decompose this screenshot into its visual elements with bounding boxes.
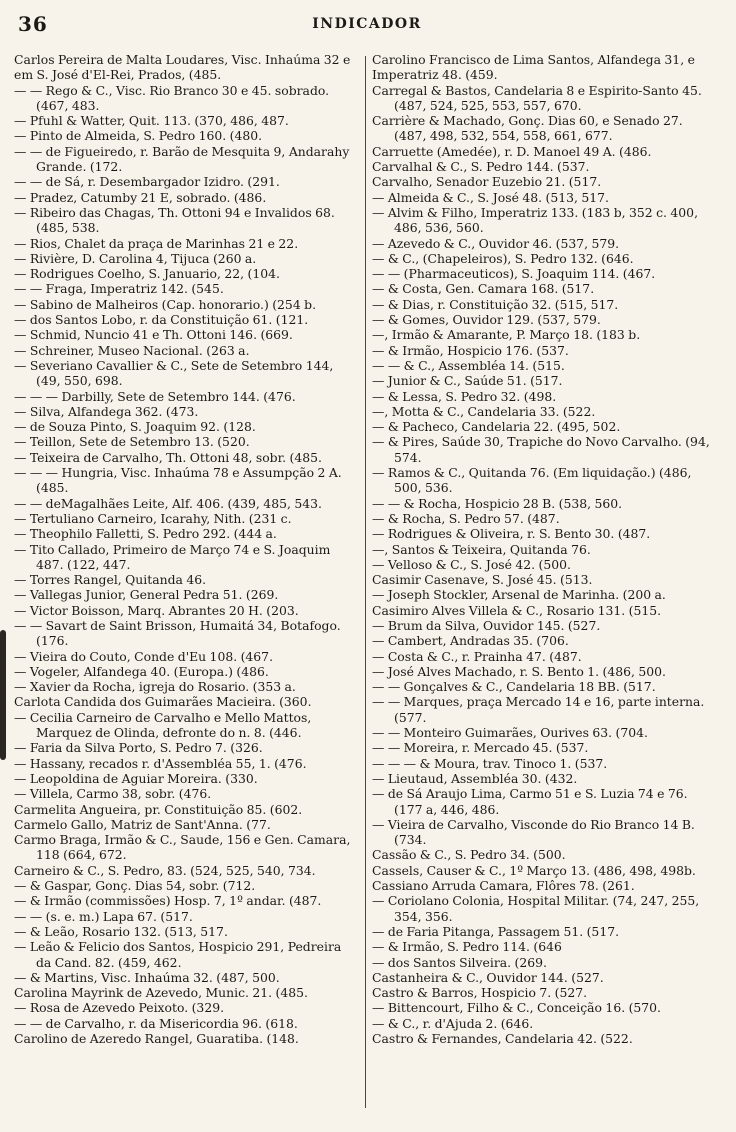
directory-entry: — de Faria Pitanga, Passagem 51. (517. (372, 923, 620, 939)
directory-entry: — & Lessa, S. Pedro 32. (498. (372, 388, 557, 404)
directory-entry: Castro & Barros, Hospicio 7. (527. (372, 985, 588, 1001)
directory-entry: — — — Hungria, Visc. Inhaúma 78 e Assumpção 2 A. (485. (14, 465, 342, 496)
directory-entry: — & Irmão, Hospicio 176. (537. (372, 342, 569, 358)
directory-entry: — dos Santos Lobo, r. da Constituição 61. (121. (14, 312, 309, 328)
directory-entry: — Tito Callado, Primeiro de Março 74 e S. Joaquim 487. (122, 447. (14, 541, 331, 572)
directory-entry: — Victor Boisson, Marq. Abrantes 20 H. (203. (14, 602, 299, 618)
directory-entry: — — de Sá, r. Desembargador Izidro. (291. (14, 174, 280, 190)
directory-entry: — & Costa, Gen. Camara 168. (517. (372, 281, 595, 297)
directory-entry: — — Savart de Saint Brisson, Humaitá 34, Botafogo. (176. (14, 617, 341, 649)
directory-entry: — — & C., Assembléa 14. (515. (372, 357, 565, 373)
directory-entry: — & Leão, Rosario 132. (513, 517. (14, 923, 228, 939)
directory-entry: — Leão & Felicio dos Santos, Hospicio 291, Pedreira da Cand. 82. (459, 462. (14, 939, 342, 970)
directory-entry: Carvalhal & C., S. Pedro 144. (537. (372, 159, 590, 175)
directory-entry: — & Dias, r. Constituição 32. (515, 517. (372, 296, 619, 312)
directory-entry: — Vieira de Carvalho, Visconde do Rio Branco 14 B. (734. (372, 816, 695, 848)
column-divider (365, 56, 366, 1108)
left-column (14, 52, 360, 1112)
directory-entry: — Schmid, Nuncio 41 e Th. Ottoni 146. (669. (14, 327, 293, 343)
right-column (372, 52, 716, 1112)
directory-entry: — Teillon, Sete de Setembro 13. (520. (14, 434, 250, 450)
directory-entry: — Junior & C., Saúde 51. (517. (372, 373, 563, 389)
directory-entry: — — Moreira, r. Mercado 45. (537. (372, 740, 589, 756)
directory-entry: — Alvim & Filho, Imperatriz 133. (183 b, 352 c. 400, 486, 536, 560. (372, 204, 699, 236)
directory-entry: — — Rego & C., Visc. Rio Branco 30 e 45. sobrado. (467, 483. (14, 82, 330, 113)
directory-entry: — — de Carvalho, r. da Misericordia 96. (618. (14, 1015, 298, 1031)
directory-entry: Carolino de Azeredo Rangel, Guaratiba. (148. (14, 1031, 299, 1046)
directory-entry: — Coriolano Colonia, Hospital Militar. (74, 247, 255, 354, 356. (372, 893, 700, 924)
directory-entry: — Cambert, Andradas 35. (706. (372, 633, 569, 649)
directory-entry: Carvalho, Senador Euzebio 21. (517. (372, 174, 602, 190)
directory-entry: — & Martins, Visc. Inhaúma 32. (487, 500. (14, 969, 280, 985)
directory-entry: — Lieutaud, Assembléa 30. (432. (372, 770, 578, 786)
directory-entry: — Faria da Silva Porto, S. Pedro 7. (326. (14, 740, 263, 756)
directory-entry: — Pinto de Almeida, S. Pedro 160. (480. (14, 128, 263, 144)
directory-entry: — Pradez, Catumby 21 E, sobrado. (486. (14, 189, 267, 205)
directory-entry: — de Sá Araujo Lima, Carmo 51 e S. Luzia 74 e 76. (177 a, 446, 486. (372, 786, 688, 817)
directory-entry: — & Pires, Saúde 30, Trapiche do Novo Carvalho. (94, 574. (372, 434, 710, 465)
directory-entry: — Rodrigues Coelho, S. Januario, 22, (104. (14, 266, 280, 282)
directory-entry: — Rios, Chalet da praça de Marinhas 21 e 22. (14, 235, 299, 251)
directory-entry: Castro & Fernandes, Candelaria 42. (522. (372, 1031, 633, 1046)
directory-entry: — & Gomes, Ouvidor 129. (537, 579. (372, 312, 601, 328)
directory-entry: — Pfuhl & Watter, Quit. 113. (370, 486, 487. (14, 113, 289, 129)
directory-entry: Carlos Pereira de Malta Loudares, Visc. Inhaúma 32 e em S. José d'El-Rei, Prados, (485. (14, 52, 351, 83)
binding-shadow (0, 630, 6, 760)
directory-entry: — Vieira do Couto, Conde d'Eu 108. (467. (14, 648, 274, 664)
directory-entry: — & Irmão, S. Pedro 114. (646 (372, 939, 562, 955)
directory-entry: — Tertuliano Carneiro, Icarahy, Nith. (231 c. (14, 510, 292, 526)
directory-entry: — Brum da Silva, Ouvidor 145. (527. (372, 617, 601, 633)
directory-entry: — Hassany, recados r. d'Assembléa 55, 1. (476. (14, 755, 307, 771)
directory-entry: Castanheira & C., Ouvidor 144. (527. (372, 969, 604, 985)
directory-entry: — — Fraga, Imperatriz 142. (545. (14, 281, 224, 297)
directory-entry: — — — & Moura, trav. Tinoco 1. (537. (372, 755, 608, 771)
directory-entry: —, Irmão & Amarante, P. Março 18. (183 b. (372, 327, 641, 343)
directory-entry: — dos Santos Silveira. (269. (372, 954, 547, 970)
directory-entry: — Leopoldina de Aguiar Moreira. (330. (14, 770, 258, 786)
directory-entry: — — Marques, praça Mercado 14 e 16, parte interna. (577. (372, 694, 705, 725)
directory-entry: — & Pacheco, Candelaria 22. (495, 502. (372, 419, 621, 435)
directory-entry: — Rosa de Azevedo Peixoto. (329. (14, 1000, 225, 1016)
directory-entry: — Torres Rangel, Quitanda 46. (14, 572, 207, 588)
directory-entry: Cassiano Arruda Camara, Flôres 78. (261. (372, 878, 635, 894)
directory-entry: — Ramos & C., Quitanda 76. (Em liquidação.) (486, 500, 536. (372, 465, 692, 496)
directory-entry: Casimir Casenave, S. José 45. (513. (372, 572, 593, 588)
directory-entry: — — & Rocha, Hospicio 28 B. (538, 560. (372, 495, 623, 511)
page-number: 36 (18, 12, 48, 36)
directory-entry: —, Motta & C., Candelaria 33. (522. (372, 403, 596, 419)
directory-entry: — Costa & C., r. Prainha 47. (487. (372, 648, 582, 664)
directory-entry: — — Gonçalves & C., Candelaria 18 BB. (517. (372, 679, 656, 695)
directory-entry: — & Irmão (commissões) Hosp. 7, 1º andar. (487. (14, 893, 322, 909)
directory-entry: Carmelo Gallo, Matriz de Sant'Anna. (77. (14, 816, 271, 832)
running-head: INDICADOR (312, 16, 422, 32)
directory-entry: Carneiro & C., S. Pedro, 83. (524, 525, 540, 734. (14, 862, 316, 878)
directory-entry: — Teixeira de Carvalho, Th. Ottoni 48, sobr. (485. (14, 449, 322, 465)
directory-entry: Carmo Braga, Irmão & C., Saude, 156 e Gen. Camara, 118 (664, 672. (14, 832, 351, 863)
directory-entry: — — (Pharmaceuticos), S. Joaquim 114. (467. (372, 266, 656, 282)
directory-entry: Carrière & Machado, Gonç. Dias 60, e Senado 27. (487, 498, 532, 554, 558, 661, 677. (372, 113, 683, 144)
directory-entry: — Vallegas Junior, General Pedra 51. (269. (14, 587, 279, 603)
directory-entry: — & Gaspar, Gonç. Dias 54, sobr. (712. (14, 878, 256, 894)
directory-entry: — — de Figueiredo, r. Barão de Mesquita 9, Andarahy Grande. (172. (14, 143, 350, 175)
directory-entry: — & C., (Chapeleiros), S. Pedro 132. (646. (372, 250, 634, 266)
directory-entry: — Ribeiro das Chagas, Th. Ottoni 94 e Invalidos 68. (485, 538. (14, 204, 335, 236)
directory-entry: — Severiano Cavallier & C., Sete de Setembro 144, (49, 550, 698. (14, 357, 334, 389)
directory-entry: Casimiro Alves Villela & C., Rosario 131. (515. (372, 602, 662, 618)
directory-entry: Cassels, Causer & C., 1º Março 13. (486, 498, 498b. (372, 862, 696, 878)
directory-entry: — Theophilo Falletti, S. Pedro 292. (444 a. (14, 526, 277, 542)
directory-entry: — Rodrigues & Oliveira, r. S. Bento 30. (487. (372, 526, 651, 542)
directory-entry: — Rivière, D. Carolina 4, Tijuca (260 a. (14, 250, 257, 266)
directory-entry: — José Alves Machado, r. S. Bento 1. (486, 500. (372, 663, 666, 679)
directory-entry: — — Monteiro Guimarães, Ourives 63. (704. (372, 725, 648, 741)
directory-entry: —, Santos & Teixeira, Quitanda 76. (372, 541, 591, 557)
directory-entry: — Sabino de Malheiros (Cap. honorario.) (254 b. (14, 296, 317, 312)
directory-entry: — Joseph Stockler, Arsenal de Marinha. (200 a. (372, 587, 666, 603)
directory-entry: — de Souza Pinto, S. Joaquim 92. (128. (14, 419, 256, 435)
directory-entry: — Villela, Carmo 38, sobr. (476. (14, 786, 212, 802)
directory-entry: Carmelita Angueira, pr. Constituição 85. (602. (14, 801, 303, 817)
directory-entry: — Xavier da Rocha, igreja do Rosario. (353 a. (14, 679, 296, 695)
directory-entry: — Velloso & C., S. José 42. (500. (372, 556, 571, 572)
directory-entry: — Schreiner, Museo Nacional. (263 a. (14, 342, 250, 358)
directory-entry: — Bittencourt, Filho & C., Conceição 16. (570. (372, 1000, 661, 1016)
directory-entry: — — deMagalhães Leite, Alf. 406. (439, 485, 543. (14, 495, 322, 511)
directory-entry: — Silva, Alfandega 362. (473. (14, 403, 199, 419)
directory-entry: Carruette (Amedée), r. D. Manoel 49 A. (486. (372, 143, 652, 159)
directory-entry: — Almeida & C., S. José 48. (513, 517. (372, 189, 609, 205)
directory-entry: — Cecilia Carneiro de Carvalho e Mello Mattos, Marquez de Olinda, defronte do n. 8. (446. (14, 709, 312, 741)
directory-entry: Cassão & C., S. Pedro 34. (500. (372, 847, 566, 863)
directory-entry: — & Rocha, S. Pedro 57. (487. (372, 510, 560, 526)
directory-entry: — — — Darbilly, Sete de Setembro 144. (476. (14, 388, 296, 404)
directory-entry: — Vogeler, Alfandega 40. (Europa.) (486. (14, 663, 269, 679)
directory-entry: Carolina Mayrink de Azevedo, Munic. 21. (485. (14, 985, 308, 1001)
directory-entry: Carlota Candida dos Guimarães Macieira. (360. (14, 694, 312, 710)
page-header (14, 8, 720, 38)
directory-entry: — Azevedo & C., Ouvidor 46. (537, 579. (372, 235, 620, 251)
directory-entry: — — (s. e. m.) Lapa 67. (517. (14, 908, 193, 924)
directory-entry: — & C., r. d'Ajuda 2. (646. (372, 1015, 534, 1031)
directory-entry: Carregal & Bastos, Candelaria 8 e Espirito-Santo 45. (487, 524, 525, 553, 557, 670. (372, 82, 702, 113)
directory-entry: Carolino Francisco de Lima Santos, Alfandega 31, e Imperatriz 48. (459. (372, 52, 695, 83)
